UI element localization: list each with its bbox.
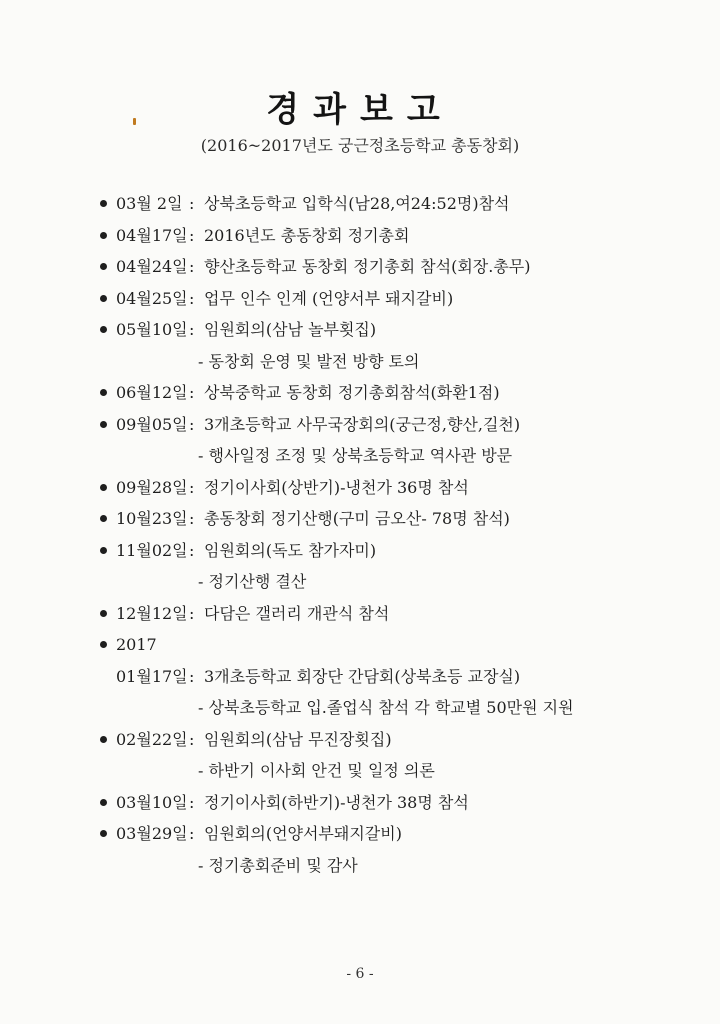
entry-colon: :: [189, 383, 195, 402]
entry-text: 정기이사회(상반기)-냉천가 36명 참석: [204, 477, 469, 497]
sub-item: [0, 440, 720, 472]
bullet-icon: [100, 641, 107, 648]
list-item: [0, 251, 720, 283]
bullet-icon: [100, 830, 107, 837]
list-item: [0, 314, 720, 346]
list-item: [0, 503, 720, 535]
entry-date: 02월22일: [116, 729, 188, 749]
bullet-icon: [100, 295, 107, 302]
list-item: [0, 535, 720, 567]
entry-text: 업무 인수 인계 (언양서부 돼지갈비): [204, 288, 454, 308]
page-subtitle: (2016~2017년도 궁근정초등학교 총동창회): [200, 136, 520, 155]
bullet-icon: [100, 547, 107, 554]
entry-date: 06월12일: [116, 383, 188, 402]
sub-item-text: - 상북초등학교 입.졸업식 참석 각 학교별 50만원 지원: [198, 698, 574, 717]
entry-date: 01월17일: [116, 666, 188, 686]
entry-date: 03월 2일: [116, 194, 183, 213]
entry-text: 임원회의(삼남 놀부횟집): [204, 320, 377, 339]
entry-text: 정기이사회(하반기)-냉천가 38명 참석: [204, 792, 469, 812]
sub-item: [0, 346, 720, 378]
sub-item-text: - 동창회 운영 및 발전 방향 토의: [198, 351, 420, 371]
entry-text: 향산초등학교 동창회 정기총회 참석(회장.총무): [204, 257, 531, 276]
sub-item: [0, 566, 720, 598]
year-heading: [0, 629, 720, 661]
entry-text: 다담은 갤러리 개관식 참석: [204, 603, 390, 623]
sub-item-text: - 행사일정 조정 및 상북초등학교 역사관 방문: [198, 446, 513, 465]
bullet-icon: [100, 610, 107, 617]
entry-colon: :: [189, 320, 195, 339]
bullet-icon: [100, 484, 107, 491]
sub-item: [0, 692, 720, 724]
bullet-icon: [100, 232, 107, 239]
entry-colon: :: [189, 477, 195, 497]
entry-colon: :: [189, 792, 195, 812]
entry-text: 상북초등학교 입학식(남28,여24:52명)참석: [204, 194, 510, 213]
list-item: [0, 787, 720, 819]
entry-colon: :: [189, 509, 195, 528]
entry-date: 04월17일: [116, 225, 188, 245]
entry-colon: :: [189, 540, 195, 560]
bullet-icon: [100, 263, 107, 270]
bullet-icon: [100, 200, 107, 207]
entry-text: 임원회의(삼남 무진장횟집): [204, 729, 392, 749]
entry-colon: :: [189, 414, 195, 434]
entry-date: 12월12일: [116, 603, 188, 623]
list-item: [0, 409, 720, 441]
entry-text: 임원회의(언양서부돼지갈비): [204, 824, 402, 843]
entry-colon: :: [189, 225, 195, 245]
sub-item-text: - 정기산행 결산: [198, 572, 307, 591]
list-item: [0, 724, 720, 756]
entry-text: 3개초등학교 회장단 간담회(상북초등 교장실): [204, 666, 521, 686]
entry-text: 임원회의(독도 참가자미): [204, 540, 377, 560]
list-item: [0, 377, 720, 409]
sub-item: [0, 755, 720, 787]
list-item: [0, 818, 720, 850]
entry-date: 04월25일: [116, 288, 188, 308]
entry-colon: :: [189, 824, 195, 843]
entry-date: 11월02일: [116, 540, 188, 560]
bullet-icon: [100, 799, 107, 806]
entry-date: 10월23일: [116, 509, 188, 528]
entry-colon: :: [189, 603, 195, 623]
bullet-icon: [100, 326, 107, 333]
entry-date: 05월10일: [116, 320, 188, 339]
sub-item: [0, 850, 720, 882]
bullet-icon: [100, 421, 107, 428]
entry-date: 09월28일: [116, 477, 188, 497]
report-list: [0, 188, 720, 881]
sub-item-text: - 하반기 이사회 안건 및 일정 의론: [198, 761, 435, 780]
entry-text: 3개초등학교 사무국장회의(궁근정,향산,길천): [204, 414, 521, 434]
list-item: [0, 661, 720, 693]
bullet-icon: [100, 389, 107, 396]
sub-item-text: - 정기총회준비 및 감사: [198, 855, 358, 875]
list-item: [0, 188, 720, 220]
entry-colon: :: [189, 729, 195, 749]
list-item: [0, 283, 720, 315]
page-title: 경과보고: [266, 90, 454, 130]
year-label: 2017: [116, 635, 157, 654]
list-item: [0, 472, 720, 504]
entry-colon: :: [189, 666, 195, 686]
list-item: [0, 220, 720, 252]
entry-date: 03월10일: [116, 792, 188, 812]
entry-text: 2016년도 총동창회 정기총회: [204, 225, 410, 245]
bullet-icon: [100, 515, 107, 522]
entry-colon: :: [189, 257, 195, 276]
list-item: [0, 598, 720, 630]
page-number: - 6 -: [346, 966, 374, 982]
entry-date: 04월24일: [116, 257, 188, 276]
entry-date: 09월05일: [116, 414, 188, 434]
entry-text: 총동창회 정기산행(구미 금오산- 78명 참석): [204, 509, 510, 528]
entry-colon: :: [189, 194, 195, 213]
bullet-icon: [100, 736, 107, 743]
entry-text: 상북중학교 동창회 정기총회참석(화환1점): [204, 383, 500, 402]
entry-colon: :: [189, 288, 195, 308]
entry-date: 03월29일: [116, 824, 188, 843]
